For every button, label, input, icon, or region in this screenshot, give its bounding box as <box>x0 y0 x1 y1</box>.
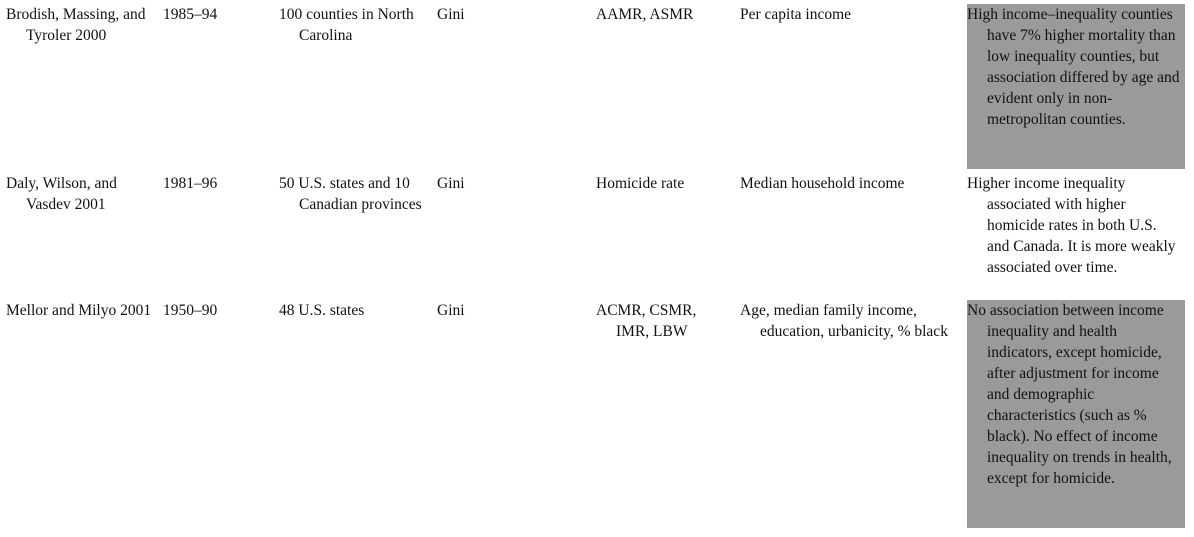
years-cell: 1985–94 <box>163 6 218 23</box>
controls-cell: Age, median family income, education, urbanicity, % black <box>740 302 948 340</box>
measure-cell: Gini <box>437 6 465 23</box>
sample-cell: 48 U.S. states <box>279 302 365 319</box>
controls-cell: Median household income <box>740 175 905 192</box>
author-cell: Daly, Wilson, and Vasdev 2001 <box>6 175 117 213</box>
sample-cell: 50 U.S. states and 10 Canadian provinces <box>279 175 422 213</box>
controls-cell: Per capita income <box>740 6 852 23</box>
outcome-cell: ACMR, CSMR, IMR, LBW <box>596 302 697 340</box>
outcome-cell: AAMR, ASMR <box>596 6 694 23</box>
findings-cell-highlighted: High income–inequality counties have 7% higher mortality than low inequality counties, but association differed by age and evident only in non-metropolitan counties. <box>967 4 1185 169</box>
outcome-cell: Homicide rate <box>596 175 685 192</box>
measure-cell: Gini <box>437 302 465 319</box>
measure-cell: Gini <box>437 175 465 192</box>
author-cell: Mellor and Milyo 2001 <box>6 302 152 319</box>
sample-cell: 100 counties in North Carolina <box>279 6 414 44</box>
years-cell: 1981–96 <box>163 175 218 192</box>
author-cell: Brodish, Massing, and Tyroler 2000 <box>6 6 146 44</box>
findings-cell: Higher income inequality associated with higher homicide rates in both U.S. and Canada. It is more weakly associated over time. <box>967 175 1176 276</box>
years-cell: 1950–90 <box>163 302 218 319</box>
findings-cell-highlighted: No association between income inequality and health indicators, except homicide, after adjustment for income and demographic characteristics (such as % black). No effect of income inequality on trends in health, except for homicide. <box>967 300 1185 528</box>
